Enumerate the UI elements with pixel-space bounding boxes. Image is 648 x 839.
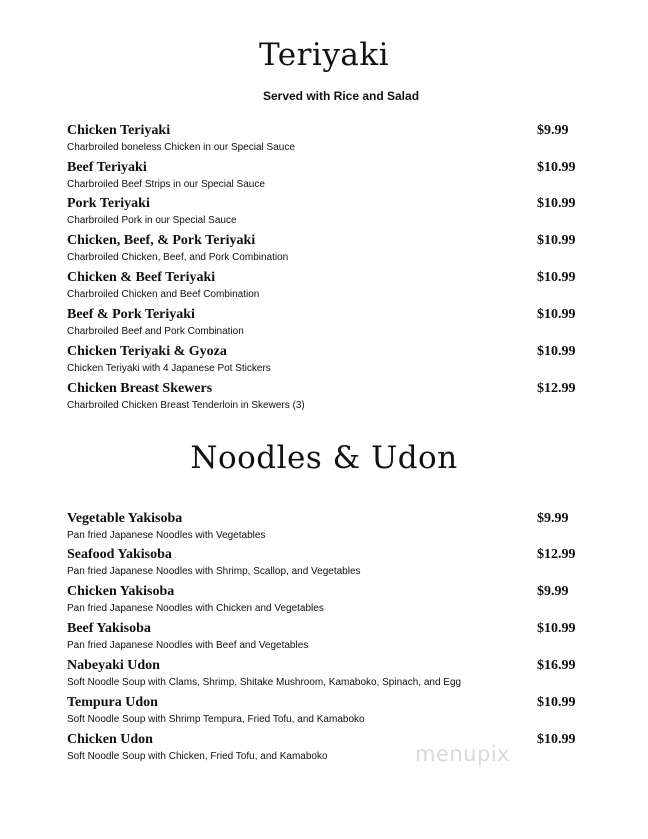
menu-item xyxy=(67,270,587,306)
item-price: $16.99 xyxy=(537,658,576,673)
item-name: Chicken Yakisoba xyxy=(67,584,175,599)
item-desc: Charbroiled Chicken, Beef, and Pork Combination xyxy=(67,252,289,263)
menu-item xyxy=(67,584,587,620)
menu-item xyxy=(67,123,587,159)
item-desc: Charbroiled Beef Strips in our Special Sauce xyxy=(67,179,265,190)
item-desc: Charbroiled Chicken and Beef Combination xyxy=(67,289,260,300)
menu-item xyxy=(67,381,587,417)
item-desc: Soft Noodle Soup with Clams, Shrimp, Shitake Mushroom, Kamaboko, Spinach, and Egg xyxy=(67,677,462,688)
item-desc: Pan fried Japanese Noodles with Shrimp, Scallop, and Vegetables xyxy=(67,566,361,577)
menu-item xyxy=(67,621,587,657)
item-price: $10.99 xyxy=(537,695,576,710)
item-price: $10.99 xyxy=(537,233,576,248)
item-price: $10.99 xyxy=(537,732,576,747)
teriyaki-title: Teriyaki xyxy=(258,37,390,73)
item-name: Vegetable Yakisoba xyxy=(67,511,183,526)
menu-item xyxy=(67,547,587,583)
item-price: $10.99 xyxy=(537,344,576,359)
item-desc: Soft Noodle Soup with Chicken, Fried Tofu, and Kamaboko xyxy=(67,751,328,762)
item-price: $10.99 xyxy=(537,307,576,322)
item-price: $10.99 xyxy=(537,621,576,636)
menu-item xyxy=(67,344,587,380)
item-name: Beef & Pork Teriyaki xyxy=(67,307,195,322)
item-name: Tempura Udon xyxy=(67,695,158,710)
item-name: Chicken, Beef, & Pork Teriyaki xyxy=(67,233,256,248)
menu-item xyxy=(67,233,587,269)
item-desc: Charbroiled Pork in our Special Sauce xyxy=(67,215,237,226)
item-price: $12.99 xyxy=(537,381,576,396)
item-desc: Pan fried Japanese Noodles with Vegetables xyxy=(67,530,266,541)
item-price: $10.99 xyxy=(537,270,576,285)
menu-item xyxy=(67,511,587,547)
item-name: Chicken Udon xyxy=(67,732,153,747)
item-name: Seafood Yakisoba xyxy=(67,547,172,562)
noodles-title: Noodles & Udon xyxy=(190,440,458,476)
item-desc: Charbroiled Beef and Pork Combination xyxy=(67,326,244,337)
item-name: Nabeyaki Udon xyxy=(67,658,160,673)
menu-item xyxy=(67,196,587,232)
item-desc: Chicken Teriyaki with 4 Japanese Pot Stickers xyxy=(67,363,271,374)
item-name: Chicken & Beef Teriyaki xyxy=(67,270,216,285)
item-name: Chicken Breast Skewers xyxy=(67,381,213,396)
menu-item xyxy=(67,658,587,694)
menu-item xyxy=(67,160,587,196)
item-price: $12.99 xyxy=(537,547,576,562)
teriyaki-subtitle: Served with Rice and Salad xyxy=(262,89,420,103)
item-name: Pork Teriyaki xyxy=(67,196,150,211)
item-name: Chicken Teriyaki & Gyoza xyxy=(67,344,227,359)
item-price: $10.99 xyxy=(537,196,576,211)
item-price: $9.99 xyxy=(537,123,569,138)
menu-item xyxy=(67,695,587,731)
menu-item xyxy=(67,307,587,343)
item-name: Chicken Teriyaki xyxy=(67,123,171,138)
menupix-watermark: menupix xyxy=(415,742,511,766)
item-name: Beef Teriyaki xyxy=(67,160,147,175)
item-price: $9.99 xyxy=(537,584,569,599)
item-desc: Charbroiled Chicken Breast Tenderloin in Skewers (3) xyxy=(67,400,305,411)
item-price: $9.99 xyxy=(537,511,569,526)
item-desc: Soft Noodle Soup with Shrimp Tempura, Fried Tofu, and Kamaboko xyxy=(67,714,365,725)
item-desc: Charbroiled boneless Chicken in our Special Sauce xyxy=(67,142,295,153)
item-price: $10.99 xyxy=(537,160,576,175)
item-desc: Pan fried Japanese Noodles with Beef and Vegetables xyxy=(67,640,309,651)
item-name: Beef Yakisoba xyxy=(67,621,151,636)
item-desc: Pan fried Japanese Noodles with Chicken and Vegetables xyxy=(67,603,324,614)
